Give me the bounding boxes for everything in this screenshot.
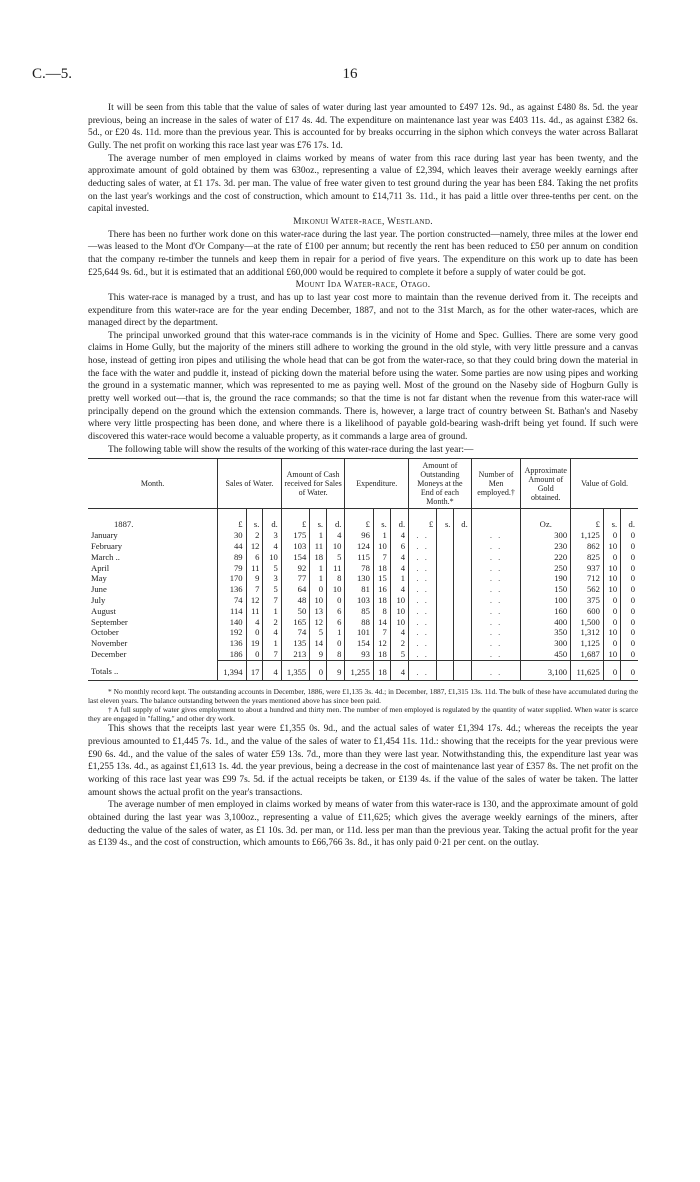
exp-cell: 14 [373,617,390,628]
outstanding-cell [454,563,471,574]
table-body [88,509,638,680]
cash-cell: 10 [327,541,345,552]
outstanding-cell [454,627,471,638]
sales-cell: 6 [246,552,263,563]
sales-cell: 17 [246,660,263,680]
outstanding-cell [454,584,471,595]
outstanding-cell: . . [409,649,437,660]
table-row [88,584,638,595]
exp-cell: 7 [373,552,390,563]
outstanding-cell [437,541,454,552]
sales-cell: 192 [218,627,246,638]
outstanding-cell [454,660,471,680]
sales-cell: 30 [218,530,246,541]
table-row [88,530,638,541]
outstanding-cell [454,541,471,552]
sales-cell: 4 [263,627,281,638]
cash-cell: 165 [281,617,309,628]
men-cell: . . [471,606,521,617]
sales-cell: 3 [263,530,281,541]
sales-cell: 186 [218,649,246,660]
outstanding-cell [454,573,471,584]
gold-amount-cell: 450 [521,649,571,660]
col-cash: Amount of Cash received for Sales of Water. [281,459,345,509]
sales-cell: 1,394 [218,660,246,680]
sales-cell: 4 [263,541,281,552]
gold-amount-cell: 160 [521,606,571,617]
gold-amount-cell: 150 [521,584,571,595]
outstanding-cell [437,617,454,628]
outstanding-cell: . . [409,573,437,584]
document-reference: C.—5. [32,66,73,82]
month-cell: August [91,605,116,616]
cash-cell: 135 [281,638,309,649]
men-cell: . . [471,660,521,680]
month-cell: September [91,616,128,627]
gold-value-cell: 937 [571,563,604,574]
paragraph: The following table will show the results of the working of this water-race during the last year:— [108,444,474,455]
sales-cell: 136 [218,584,246,595]
cash-cell: 8 [327,573,345,584]
cash-cell: 0 [327,595,345,606]
cash-cell: 103 [281,541,309,552]
outstanding-cell [437,638,454,649]
cash-cell: 13 [310,606,327,617]
exp-cell: 4 [390,627,408,638]
exp-cell: 10 [390,595,408,606]
cash-cell: 11 [327,563,345,574]
gold-value-cell: 0 [621,627,638,638]
paragraph: It will be seen from this table that the value of sales of water during last year amounted to £497 12s. 9d., as against £480 8s. 5d. the year previous, being an increase in the sales of water of £17 4s. 4d. The expenditure on maintenance last year was £403 11s. 4d., as against £382 6s. 5d., or £20 4s. 11d. more than the previous year. This is accounted for by breaks occurring in the siphon which conveys the water across Ballarat Gully. The net profit on working this race last year was £76 17s. 1d. [88,103,638,151]
gold-value-cell: 0 [621,541,638,552]
cash-cell: 74 [281,627,309,638]
men-cell: . . [471,584,521,595]
exp-cell: 103 [345,595,373,606]
sales-cell: 10 [263,552,281,563]
sales-cell: 7 [246,584,263,595]
col-outstanding: Amount of Outstanding Moneys at the End of each Month.* [409,459,472,509]
exp-cell: 4 [390,584,408,595]
col-sales: Sales of Water. [218,459,282,509]
gold-value-cell: 0 [603,552,620,563]
year-label: 1887. [114,519,134,530]
unit-ounces: Oz. [521,509,571,530]
month-cell: January [91,530,118,541]
sales-cell: 89 [218,552,246,563]
gold-amount-cell: 220 [521,552,571,563]
gold-value-cell: 10 [603,627,620,638]
sales-cell: 9 [246,573,263,584]
gold-value-cell: 0 [621,573,638,584]
gold-value-cell: 0 [621,638,638,649]
outstanding-cell [454,530,471,541]
cash-cell: 1 [310,530,327,541]
footnotes [88,687,638,724]
exp-cell: 4 [390,530,408,541]
page-body [88,102,638,850]
paragraph: This water-race is managed by a trust, and has up to last year cost more to maintain than the revenue derived from it. The receipts and expenditure from this water-race are for the year ending December, 1887, and not to the 31st March, as for the other water-races, which are managed direct by the department. [88,292,638,329]
unit-pound: £ [281,509,309,530]
gold-value-cell: 0 [621,552,638,563]
section-heading-mikonui: Mikonui Water-race, Westland. [293,216,433,227]
cash-cell: 9 [310,649,327,660]
sales-cell: 7 [263,595,281,606]
outstanding-cell: . . [409,660,437,680]
outstanding-cell [454,649,471,660]
outstanding-cell [454,595,471,606]
outstanding-cell: . . [409,638,437,649]
month-cell: December [91,649,127,660]
cash-cell: 1,355 [281,660,309,680]
unit-pence: d. [390,509,408,530]
sales-cell: 44 [218,541,246,552]
men-cell: . . [471,563,521,574]
gold-amount-cell: 190 [521,573,571,584]
gold-value-cell: 1,500 [571,617,604,628]
unit-pound: £ [345,509,373,530]
exp-cell: 4 [390,552,408,563]
gold-value-cell: 1,125 [571,638,604,649]
exp-cell: 5 [390,649,408,660]
exp-cell: 130 [345,573,373,584]
exp-cell: 1 [390,573,408,584]
unit-shilling: s. [437,509,454,530]
cash-cell: 5 [327,552,345,563]
sales-cell: 140 [218,617,246,628]
outstanding-cell: . . [409,541,437,552]
sales-cell: 2 [246,530,263,541]
exp-cell: 81 [345,584,373,595]
cash-cell: 0 [310,660,327,680]
sales-cell: 7 [263,649,281,660]
month-cell: October [91,627,119,638]
sales-cell: 74 [218,595,246,606]
gold-value-cell: 0 [621,595,638,606]
gold-amount-cell: 300 [521,638,571,649]
paragraph: The average number of men employed in claims worked by means of water from this water-race is 130, and the approximate amount of gold obtained during the last year was 3,100oz., representing a value of £11,625; which gives the average weekly earnings of the miners, after deducting the value of the sales of water, as £1 10s. 3d. per man, or 11d. less per man than the previous year. Taking the actual profit for the year as £139 4s., and the cost of construction, which amounts to £66,766 3s. 8d., it has only paid 0·21 per cent. on the outlay. [88,800,638,849]
gold-value-cell: 10 [603,584,620,595]
cash-cell: 48 [281,595,309,606]
sales-cell: 79 [218,563,246,574]
month-cell: April [91,562,110,573]
cash-cell: 64 [281,584,309,595]
exp-cell: 10 [390,617,408,628]
cash-cell: 154 [281,552,309,563]
outstanding-cell [437,573,454,584]
exp-cell: 12 [373,638,390,649]
outstanding-cell [437,530,454,541]
exp-cell: 8 [373,606,390,617]
men-cell: . . [471,541,521,552]
gold-value-cell: 600 [571,606,604,617]
gold-value-cell: 0 [621,617,638,628]
unit-shilling: s. [310,509,327,530]
exp-cell: 101 [345,627,373,638]
cash-cell: 0 [327,638,345,649]
exp-cell: 78 [345,563,373,574]
cash-cell: 9 [327,660,345,680]
men-cell: . . [471,649,521,660]
unit-men [471,509,521,530]
sales-cell: 3 [263,573,281,584]
unit-pence: d. [327,509,345,530]
outstanding-cell [454,638,471,649]
exp-cell: 1 [373,530,390,541]
gold-value-cell: 10 [603,649,620,660]
men-cell: . . [471,552,521,563]
exp-cell: 16 [373,584,390,595]
exp-cell: 4 [390,563,408,574]
gold-value-cell: 0 [621,649,638,660]
gold-value-cell: 0 [621,660,638,680]
sales-cell: 4 [263,660,281,680]
table-row [88,552,638,563]
sales-cell: 5 [263,563,281,574]
exp-cell: 96 [345,530,373,541]
gold-value-cell: 712 [571,573,604,584]
men-cell: . . [471,573,521,584]
unit-shilling: s. [373,509,390,530]
paragraph: This shows that the receipts last year were £1,355 0s. 9d., and the actual sales of water £1,394 17s. 4d.; whereas the receipts the year previous amounted to £1,445 7s. 1d., and the value of the sales of water to £1,454 11s. 11d.: showing that the receipts for the year previous were £90 6s. 4d., and the value of the sales of water £59 13s. 7d., more than they were last year. Notwithstanding this, the expenditure last year was £1,255 13s. 4d., as against £1,613 1s. 4d. the year previous, being a decrease in the cost of maintenance last year of £357 8s. The net profit on the working of this race last year was £99 7s. 5d. if the actual receipts be taken, or £139 4s. if the value of the sales of water be taken. The latter amount shows the actual profit on the year's transactions. [88,724,638,798]
exp-cell: 18 [373,595,390,606]
gold-value-cell: 0 [603,660,620,680]
gold-amount-cell: 3,100 [521,660,571,680]
totals-label: Totals .. [88,660,218,680]
cash-cell: 1 [310,563,327,574]
outstanding-cell: . . [409,627,437,638]
paragraph: There has been no further work done on this water-race during the last year. The portion constructed—namely, three miles at the lower end—was leased to the Mont d'Or Company—at the rate of £100 per annum; but recently the rent has been reduced to £50 per annum on condition that the company re-timber the tunnels and keep them in repair for a period of five years. The expenditure on this work up to date has been £25,644 9s. 6d., but it is estimated that an additional £60,000 would be required to complete it before a supply of water could be got. [88,229,638,278]
col-gold-amount: Approximate Amount of Gold obtained. [521,459,571,509]
table-row [88,649,638,660]
cash-cell: 12 [310,617,327,628]
month-cell: March .. [91,551,120,562]
paragraph: The principal unworked ground that this water-race commands is in the vicinity of Home and Spec. Gullies. There are some very good claims in Home Gully, but the majority of the miners still adhere to working the ground in the old style, with very little pressure and a canvas hose, instead of getting iron pipes and utilising the whole head that can be got from the water-race, so that they could bring down the material in the face with the water and puddle it, instead of picking down the material before using the water. Some parties are now using pipes and working the ground in a systematic manner, which was represented to me as paying well. Most of the ground on the Naseby side of Hogburn Gully is pretty well worked out—that is, the ground the race commands; so that the time is not far distant when the revenue from this water-race will principally depend on the ground which the extension commands. There is, however, a large tract of country between St. Bathan's and Naseby where very little prospecting has been done, and where there is a likelihood of payable gold-bearing wash-drift being yet found. If such were discovered this water-race would become a valuable property, as it commands a large area of ground. [88,330,638,443]
sales-cell: 12 [246,541,263,552]
month-cell: June [91,584,107,595]
exp-cell: 6 [390,541,408,552]
cash-cell: 213 [281,649,309,660]
exp-cell: 1,255 [345,660,373,680]
gold-value-cell: 562 [571,584,604,595]
outstanding-cell [437,660,454,680]
cash-cell: 10 [327,584,345,595]
cash-cell: 50 [281,606,309,617]
men-cell: . . [471,638,521,649]
outstanding-cell [454,606,471,617]
exp-cell: 2 [390,638,408,649]
outstanding-cell: . . [409,530,437,541]
exp-cell: 88 [345,617,373,628]
gold-amount-cell: 300 [521,530,571,541]
sales-cell: 114 [218,606,246,617]
outstanding-cell: . . [409,584,437,595]
exp-cell: 7 [373,627,390,638]
gold-value-cell: 0 [621,563,638,574]
gold-value-cell: 0 [603,530,620,541]
cash-cell: 1 [327,627,345,638]
gold-value-cell: 825 [571,552,604,563]
gold-value-cell: 0 [621,530,638,541]
gold-value-cell: 0 [603,606,620,617]
unit-pence: d. [621,509,638,530]
gold-amount-cell: 230 [521,541,571,552]
month-cell: July [91,594,106,605]
exp-cell: 115 [345,552,373,563]
outstanding-cell [454,617,471,628]
sales-cell: 19 [246,638,263,649]
col-expenditure: Expenditure. [345,459,409,509]
gold-value-cell: 10 [603,573,620,584]
cash-cell: 10 [310,595,327,606]
outstanding-cell [437,649,454,660]
page-number: 16 [342,66,358,82]
cash-cell: 92 [281,563,309,574]
sales-cell: 11 [246,606,263,617]
paragraph: The average number of men employed in claims worked by means of water from this race during last year has been twenty, and the approximate amount of gold obtained by them was 630oz., representing a value of £2,394, which leaves their average weekly earnings after deducting sales of water, at £1 17s. 3d. per man. The value of free water given to test ground during the year has been £84. Taking the net profits on the last year's workings and the cost of construction, which amount to £14,711 3s. 11d., it has paid a little over three-tenths per cent. on the capital invested. [88,153,638,215]
table-row [88,541,638,552]
unit-shilling: s. [246,509,263,530]
outstanding-cell [437,552,454,563]
sales-cell: 0 [246,627,263,638]
exp-cell: 18 [373,660,390,680]
table-row [88,563,638,574]
exp-cell: 93 [345,649,373,660]
gold-amount-cell: 400 [521,617,571,628]
cash-cell: 1 [310,573,327,584]
exp-cell: 10 [373,541,390,552]
gold-value-cell: 375 [571,595,604,606]
sales-cell: 0 [246,649,263,660]
men-cell: . . [471,627,521,638]
outstanding-cell: . . [409,606,437,617]
unit-pence: d. [454,509,471,530]
table-row [88,606,638,617]
footnote: * No monthly record kept. The outstanding accounts in December, 1886, were £1,135 3s. 4d.; in December, 1887, £1,315 13s. 11d. The bulk of these have accumulated during the last eleven years. The balance outstanding between the years mentioned above has since been paid. [88,686,638,705]
exp-cell: 15 [373,573,390,584]
month-cell: November [91,638,128,649]
col-gold-value: Value of Gold. [571,459,638,509]
exp-cell: 85 [345,606,373,617]
month-cell: May [91,573,107,584]
sales-cell: 11 [246,563,263,574]
cash-cell: 5 [310,627,327,638]
outstanding-cell [437,595,454,606]
cash-cell: 77 [281,573,309,584]
cash-cell: 0 [310,584,327,595]
exp-cell: 18 [373,563,390,574]
gold-value-cell: 0 [603,638,620,649]
outstanding-cell [437,584,454,595]
table-row [88,573,638,584]
sales-cell: 136 [218,638,246,649]
outstanding-cell: . . [409,552,437,563]
unit-pound: £ [218,509,246,530]
cash-cell: 6 [327,617,345,628]
outstanding-cell: . . [409,563,437,574]
cash-cell: 4 [327,530,345,541]
table-row [88,595,638,606]
sales-cell: 1 [263,638,281,649]
sales-cell: 2 [263,617,281,628]
gold-value-cell: 1,125 [571,530,604,541]
gold-value-cell: 10 [603,563,620,574]
gold-amount-cell: 100 [521,595,571,606]
cash-cell: 175 [281,530,309,541]
gold-value-cell: 862 [571,541,604,552]
table-row [88,627,638,638]
outstanding-cell [454,552,471,563]
cash-cell: 11 [310,541,327,552]
month-cell: February [91,540,123,551]
unit-pence: d. [263,509,281,530]
exp-cell: 10 [390,606,408,617]
outstanding-cell [437,627,454,638]
gold-value-cell: 1,312 [571,627,604,638]
gold-value-cell: 10 [603,541,620,552]
sales-cell: 1 [263,606,281,617]
gold-amount-cell: 250 [521,563,571,574]
men-cell: . . [471,617,521,628]
table-row [88,617,638,628]
outstanding-cell [437,606,454,617]
outstanding-cell [437,563,454,574]
outstanding-cell: . . [409,595,437,606]
cash-cell: 14 [310,638,327,649]
cash-cell: 18 [310,552,327,563]
unit-pound: £ [571,509,604,530]
exp-cell: 18 [373,649,390,660]
men-cell: . . [471,595,521,606]
table-row-units [88,509,638,530]
gold-value-cell: 0 [603,617,620,628]
table-row-totals [88,660,638,680]
men-cell: . . [471,530,521,541]
sales-cell: 5 [263,584,281,595]
gold-value-cell: 1,687 [571,649,604,660]
outstanding-cell: . . [409,617,437,628]
footnote: † A full supply of water gives employment to about a hundred and thirty men. The number of men employed is regulated by the quantity of water supplied. When water is scarce they are engaged in "falling," and other dry work. [88,704,638,724]
sales-cell: 12 [246,595,263,606]
gold-value-cell: 0 [621,606,638,617]
unit-shilling: s. [603,509,620,530]
cash-cell: 8 [327,649,345,660]
water-race-table [88,458,638,680]
col-month: Month. [88,459,218,509]
exp-cell: 154 [345,638,373,649]
gold-value-cell: 0 [621,584,638,595]
section-heading-mount-ida: Mount Ida Water-race, Otago. [295,280,431,291]
sales-cell: 4 [246,617,263,628]
col-men: Number of Men employed.† [471,459,521,509]
gold-value-cell: 11,625 [571,660,604,680]
unit-pound: £ [409,509,437,530]
gold-value-cell: 0 [603,595,620,606]
exp-cell: 124 [345,541,373,552]
exp-cell: 4 [390,660,408,680]
sales-cell: 170 [218,573,246,584]
cash-cell: 6 [327,606,345,617]
gold-amount-cell: 350 [521,627,571,638]
table-row [88,638,638,649]
